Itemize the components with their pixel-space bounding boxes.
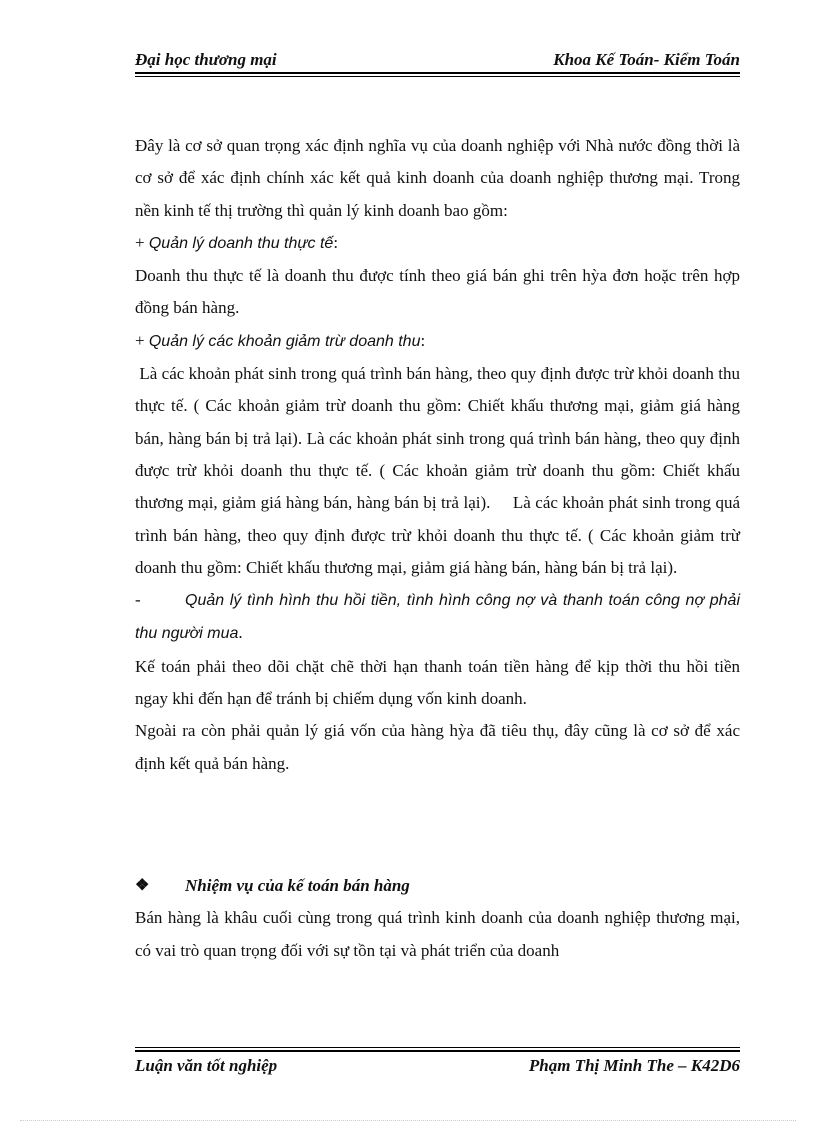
header-rule-thin	[135, 76, 740, 77]
subheading-actual-revenue	[135, 227, 740, 260]
subheading-actual-revenue-text: Quản lý doanh thu thực tế	[148, 234, 334, 252]
colon: :	[333, 232, 339, 252]
period: .	[238, 623, 243, 643]
header-university: Đại học thương mại	[135, 50, 277, 69]
subheading-debt-collection-text: Quản lý tình hình thu hồi tiền, tình hình công nợ và thanh toán công nợ phải thu người mua	[135, 592, 740, 643]
footer-author: Phạm Thị Minh The – K42D6	[528, 1056, 740, 1075]
footer-rule	[135, 1050, 740, 1052]
section-heading-text: Nhiệm vụ của kế toán bán hàng	[185, 876, 410, 895]
page-edge	[20, 1120, 796, 1121]
subheading-deductions	[135, 325, 740, 358]
page-header	[135, 50, 740, 70]
footer-document-type: Luận văn tốt nghiệp	[135, 1056, 278, 1075]
section-heading	[135, 870, 740, 902]
paragraph-deductions: Là các khoản phát sinh trong quá trình bán hàng, theo quy định được trừ khỏi doanh thu thực tế. ( Các khoản giảm trừ doanh thu gồm: Chiết khấu thương mại, giảm giá hàng bán, hàng bán bị trả lại). Là các khoản phát sinh trong quá trình bán hàng, theo quy định được trừ khỏi doanh thu thực tế. ( Các khoản giảm trừ doanh thu gồm: Chiết khấu thương mại, giảm giá hàng bán, hàng bán bị trả lại). Là các khoản phát sinh trong quá trình bán hàng, theo quy định được trừ khỏi doanh thu thực tế. ( Các khoản giảm trừ doanh thu gồm: Chiết khấu thương mại, giảm giá hàng bán, hàng bán bị trả lại).	[135, 364, 745, 577]
footer-rule-thin	[135, 1047, 740, 1048]
plus-marker: +	[135, 232, 149, 252]
dash-marker: -	[135, 590, 141, 610]
paragraph-cost-of-goods: Ngoài ra còn phải quản lý giá vốn của hàng hỳa đã tiêu thụ, đây cũng là cơ sở để xác định kết quả bán hàng.	[135, 721, 740, 773]
diamond-bullet-icon: ❖	[135, 877, 150, 894]
subheading-debt-collection	[135, 584, 740, 651]
section-paragraph: Bán hàng là khâu cuối cùng trong quá trình kinh doanh của doanh nghiệp thương mại, có vai trò quan trọng đối với sự tồn tại và phát triển của doanh	[135, 908, 740, 960]
paragraph-obligation: Đây là cơ sở quan trọng xác định nghĩa vụ của doanh nghiệp với Nhà nước đồng thời là cơ sở để xác định chính xác kết quả kinh doanh của doanh nghiệp thương mại. Trong nền kinh tế thị trường thì quản lý kinh doanh bao gồm:	[135, 136, 740, 220]
header-rule	[135, 72, 740, 74]
paragraph-actual-revenue: Doanh thu thực tế là doanh thu được tính theo giá bán ghi trên hỳa đơn hoặc trên hợp đồng bán hàng.	[135, 266, 740, 318]
subheading-deductions-text: Quản lý các khoản giảm trừ doanh thu	[148, 332, 421, 350]
header-faculty: Khoa Kế Toán- Kiểm Toán	[553, 50, 740, 69]
page-footer	[135, 1056, 740, 1076]
plus-marker: +	[135, 330, 149, 350]
paragraph-payment-tracking: Kế toán phải theo dõi chặt chẽ thời hạn thanh toán tiền hàng để kịp thời thu hồi tiền ngay khi đến hạn để tránh bị chiếm dụng vốn kinh doanh.	[135, 656, 740, 709]
body-text	[135, 130, 745, 780]
colon: :	[420, 330, 426, 350]
section-sales-accounting-tasks	[135, 870, 740, 967]
